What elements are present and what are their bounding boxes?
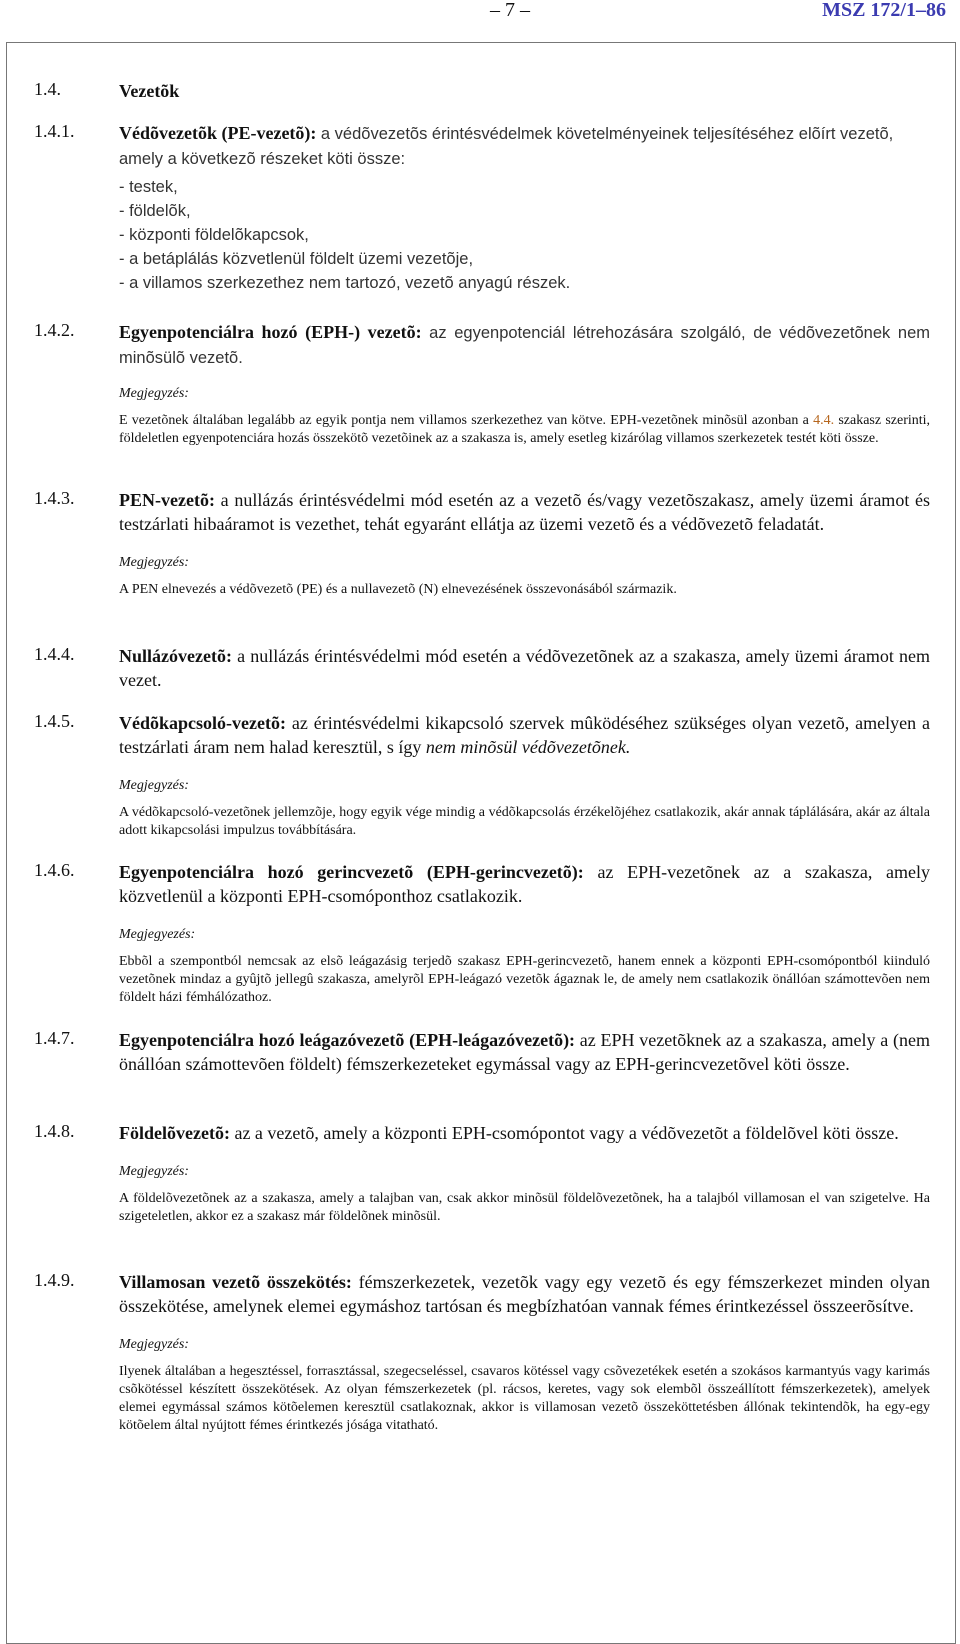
- item-list: [119, 175, 930, 295]
- item-text: az érintésvédelmi kikapcsoló szervek mûködéséhez szükséges olyan vezetõ, amelyen a testzárlati áram nem halad keresztül, s így: [119, 713, 931, 757]
- note-text: A PEN elnevezés a védõvezetõ (PE) és a nullavezetõ (N) elnevezésének összevonásából származik.: [119, 582, 677, 597]
- item-number: 1.4.7.: [34, 1028, 75, 1048]
- note-label: Megjegyzés:: [119, 555, 189, 570]
- item-1-4-9: [34, 1270, 930, 1435]
- item-text: a nullázás érintésvédelmi mód esetén az a vezetõ és/vagy vezetõszakasz, amely üzemi áramot és testzárlati hibaáramot is vezethet, tehát egyaránt ellátja az üzemi vezetõ és a védõvezetõ feladatát.: [119, 490, 931, 534]
- item-term: Védõkapcsoló-vezetõ:: [119, 713, 286, 733]
- note: [119, 926, 930, 1007]
- note-text: Ilyenek általában a hegesztéssel, forrasztással, szegecseléssel, csavaros kötéssel vagy csõvezetékek esetén a szokásos karmantyús vagy karimás csõkötéssel készített összekötések. Az olyan fémszerkezetek (pl. rácsos, keretes, vagy sok elembõl összeállított fémszerkezetek), amelyek elemei egymással számos kötõelemen keresztül csatlakoznak, akkor is villamosan vezetõ összeköttetésben állónak tekintendõk, ha egy-egy kötõelem által nyújtott fémes érintkezés jósága vitatható.: [119, 1364, 930, 1433]
- note-label: Megjegyezés:: [119, 927, 196, 942]
- item-text: az a vezetõ, amely a központi EPH-csomópontot vagy a védõvezetõt a földelõvel köti össze.: [234, 1123, 899, 1143]
- item-text: a védõvezetõs érintésvédelmek követelményeinek teljesítéséhez elõírt vezetõ, amely a következõ részeket köti össze:: [119, 125, 894, 168]
- note-text: A földelõvezetõnek az a szakasza, amely a talajban van, csak akkor minõsül földelõvezetõnek, ha a talajból villamosan el van szigetelve. Ha szigeteletlen, akkor ez a szakasz már földelõnek minõsül.: [119, 1191, 930, 1224]
- item-term: Villamosan vezetõ összekötés:: [119, 1272, 352, 1292]
- item-1-4-2: [34, 320, 930, 448]
- note: [119, 1336, 930, 1435]
- item-term: Földelõvezetõ:: [119, 1123, 230, 1143]
- note: [119, 1163, 930, 1226]
- item-1-4-8: [34, 1121, 930, 1226]
- item-number: 1.4.9.: [34, 1270, 75, 1290]
- item-text-italic: nem minõsül védõvezetõnek.: [425, 737, 631, 757]
- note-text: A védõkapcsoló-vezetõnek jellemzõje, hogy egyik vége mindig a védõkapcsolás érzékelõjéhez csatlakozik, akár annak táplálására, akár az általa adott kikapcsolási impulzus továbbítására.: [119, 805, 930, 838]
- item-number: 1.4.1.: [34, 121, 75, 141]
- item-number: 1.4.4.: [34, 644, 75, 664]
- note: [119, 777, 930, 840]
- note-label: Megjegyzés:: [119, 1164, 189, 1179]
- note-text: Ebbõl a szempontból nemcsak az elsõ leágazásig terjedõ szakasz EPH-gerincvezetõ, hanem ennek a központi EPH-csomópontból kiinduló vezetõnek mindaz a gyûjtõ jellegû szakasza, amelyrõl EPH-leágazó vezetõk ágaznak le, de amely nem csatlakozik önállóan számottevõen nem földelt házi fémhálózathoz.: [119, 954, 930, 1005]
- list-item: - földelõk,: [119, 202, 191, 220]
- note-label: Megjegyzés:: [119, 386, 189, 401]
- item-text: fémszerkezetek, vezetõk vagy egy vezetõ és egy fémszerkezet minden olyan összekötése, amelynek elemei egymáshoz tartósan és megbízhatóan vannak fémes érintkezéssel összeerõsítve.: [119, 1272, 931, 1316]
- page-header: [0, 0, 960, 24]
- item-term: Egyenpotenciálra hozó leágazóvezetõ (EPH-leágazóvezetõ):: [119, 1030, 576, 1050]
- note: [119, 385, 930, 448]
- note: [119, 554, 930, 599]
- list-item: - a villamos szerkezethez nem tartozó, vezetõ anyagú részek.: [119, 274, 571, 292]
- list-item: - központi földelõkapcsok,: [119, 226, 309, 244]
- note-label: Megjegyzés:: [119, 778, 189, 793]
- item-number: 1.4.5.: [34, 711, 75, 731]
- item-text: az EPH-vezetõnek az a szakasza, amely közvetlenül a központi EPH-csomóponthoz csatlakozik.: [119, 862, 931, 906]
- item-1-4-3: [34, 488, 930, 599]
- item-term: Egyenpotenciálra hozó gerincvezetõ (EPH-gerincvezetõ):: [119, 862, 584, 882]
- item-number: 1.4.3.: [34, 488, 75, 508]
- item-1-4-5: [34, 711, 930, 840]
- item-1-4-6: [34, 860, 930, 1007]
- item-term: PEN-vezetõ:: [119, 490, 215, 510]
- item-number: 1.4.8.: [34, 1121, 75, 1141]
- item-term: Nullázóvezetõ:: [119, 646, 232, 666]
- item-text: a nullázás érintésvédelmi mód esetén a védõvezetõnek az a szakasza, amely üzemi áramot nem vezet.: [119, 646, 931, 690]
- note-text: E vezetõnek általában legalább az egyik pontja nem villamos szerkezethez van kötve. EPH-vezetõnek minõsül azonban a: [119, 413, 809, 428]
- item-1-4-1: [34, 121, 930, 295]
- standard-number: MSZ 172/1–86: [822, 0, 946, 21]
- item-1-4-4: [34, 644, 930, 692]
- item-number: 1.4.2.: [34, 320, 75, 340]
- item-1-4-7: [34, 1028, 930, 1076]
- note-reference: 4.4.: [813, 413, 835, 428]
- list-item: - a betáplálás közvetlenül földelt üzemi vezetõje,: [119, 250, 474, 268]
- page-number: – 7 –: [490, 0, 530, 21]
- item-term: Védõvezetõk (PE-vezetõ):: [119, 123, 317, 143]
- note-label: Megjegyzés:: [119, 1337, 189, 1352]
- item-term: Egyenpotenciálra hozó (EPH-) vezetõ:: [119, 322, 422, 342]
- item-number: 1.4.6.: [34, 860, 75, 880]
- note-text-cont: szakasz szerinti, földeletlen egyenpotenciára hozás összekötõ vezetõinek az a szakasza is, amely esetleg kizárólag villamos szerkezetek testét köti össze.: [119, 413, 931, 446]
- item-text: az egyenpotenciál létrehozására szolgáló, de védõvezetõnek nem minõsülõ vezetõ.: [119, 324, 930, 367]
- section-heading: [34, 79, 930, 103]
- list-item: - testek,: [119, 178, 178, 196]
- section-number: 1.4.: [34, 79, 61, 99]
- section-title: Vezetõk: [119, 81, 180, 101]
- item-text: az EPH vezetõknek az a szakasza, amely a (nem önállóan számottevõen földelt) fémszerkezeteket egymással vagy az EPH-gerincvezetõvel köti össze.: [119, 1030, 930, 1074]
